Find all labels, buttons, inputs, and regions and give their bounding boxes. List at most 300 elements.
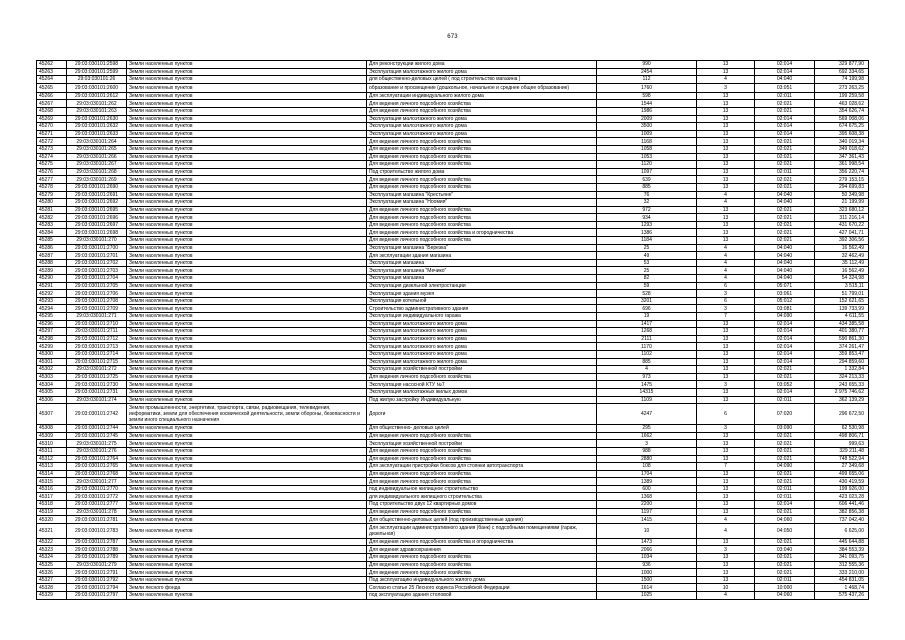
code-cell: 02:021: [755, 508, 815, 516]
group-cell: 13: [697, 447, 755, 455]
cadastral-number-cell: 29:03:030101:2706: [67, 290, 127, 298]
code-cell: 04:040: [755, 199, 815, 207]
code-cell: 02:021: [755, 176, 815, 184]
cadastral-value-cell: 35 112,49: [815, 259, 869, 267]
cadastral-number-cell: 29:03:030101:2630: [67, 115, 127, 123]
cadastral-number-cell: 29:03:030101:2598: [67, 61, 127, 69]
area-cell: 295: [597, 425, 697, 433]
group-cell: 13: [697, 320, 755, 328]
table-row: [37, 569, 869, 577]
area-cell: 936: [597, 561, 697, 569]
cadastral-number-cell: 29:03:030101:2745: [67, 432, 127, 440]
land-category-cell: Земли лесного фонда: [127, 584, 367, 592]
area-cell: 1053: [597, 153, 697, 161]
row-number-cell: 45315: [37, 478, 67, 486]
area-cell: 1415: [597, 516, 697, 524]
permitted-use-cell: Эксплуатация магазина: [367, 275, 597, 283]
cadastral-number-cell: 29:03:030101:277: [67, 478, 127, 486]
cadastral-number-cell: 29:03:030101:2702: [67, 259, 127, 267]
row-number-cell: 45321: [37, 523, 67, 538]
land-category-cell: Земли населенных пунктов: [127, 115, 367, 123]
group-cell: 13: [697, 153, 755, 161]
group-cell: 13: [697, 493, 755, 501]
cadastral-value-cell: 349 018,62: [815, 145, 869, 153]
cadastral-number-cell: 29:03:030101:2765: [67, 463, 127, 471]
code-cell: 03:051: [755, 83, 815, 92]
code-cell: 02:021: [755, 478, 815, 486]
cadastral-number-cell: 29:03:030101:2791: [67, 569, 127, 577]
group-cell: 4: [697, 191, 755, 199]
land-category-cell: Земли населенных пунктов: [127, 221, 367, 229]
cadastral-value-cell: 359 853,47: [815, 350, 869, 358]
area-cell: 2066: [597, 546, 697, 554]
code-cell: 03:040: [755, 546, 815, 554]
land-category-cell: Земли населенных пунктов: [127, 501, 367, 509]
table-row: [37, 343, 869, 351]
cadastral-value-cell: 6 625,00: [815, 523, 869, 538]
code-cell: 02:021: [755, 561, 815, 569]
cadastral-number-cell: 29:03:030101:2708: [67, 297, 127, 305]
permitted-use-cell: Для ведения личного подсобного хозяйства: [367, 508, 597, 516]
cadastral-value-cell: 423 023,28: [815, 493, 869, 501]
land-category-cell: Земли населенных пунктов: [127, 259, 367, 267]
area-cell: 1268: [597, 328, 697, 336]
group-cell: 13: [697, 501, 755, 509]
cadastral-value-cell: 323 680,12: [815, 206, 869, 214]
table-row: [37, 275, 869, 283]
group-cell: 13: [697, 138, 755, 146]
cadastral-number-cell: 29:03:030101:266: [67, 153, 127, 161]
group-cell: 4: [697, 592, 755, 600]
table-row: [37, 554, 869, 562]
row-number-cell: 45277: [37, 176, 67, 184]
cadastral-number-cell: 29:03:030101:2731: [67, 388, 127, 396]
table-row: [37, 237, 869, 245]
cadastral-number-cell: 29:03:030101:2713: [67, 343, 127, 351]
permitted-use-cell: Эксплуатация магазина "Березка": [367, 244, 597, 252]
permitted-use-cell: Для ведения личного подсобного хозяйства: [367, 478, 597, 486]
group-cell: 13: [697, 508, 755, 516]
cadastral-number-cell: 29:03:030101:2712: [67, 335, 127, 343]
group-cell: 4: [697, 259, 755, 267]
land-category-cell: Земли населенных пунктов: [127, 153, 367, 161]
table-row: [37, 191, 869, 199]
group-cell: 13: [697, 176, 755, 184]
cadastral-value-cell: 16 562,49: [815, 244, 869, 252]
permitted-use-cell: Для ведения личного подсобного хозяйства: [367, 153, 597, 161]
area-cell: 19: [597, 313, 697, 321]
table-row: [37, 373, 869, 381]
group-cell: 13: [697, 183, 755, 191]
cadastral-number-cell: 29:03:030101:264: [67, 138, 127, 146]
permitted-use-cell: Эксплуатация насосной КТУ №7: [367, 381, 597, 389]
table-row: [37, 305, 869, 313]
row-number-cell: 45323: [37, 546, 67, 554]
permitted-use-cell: Эксплуатация малоэтажного жилого дома: [367, 68, 597, 76]
code-cell: 04:040: [755, 275, 815, 283]
land-category-cell: Земли населенных пунктов: [127, 199, 367, 207]
area-cell: 1293: [597, 221, 697, 229]
permitted-use-cell: Под строительство жилого дома: [367, 168, 597, 176]
area-cell: 598: [597, 92, 697, 100]
row-number-cell: 45289: [37, 267, 67, 275]
land-category-cell: Земли населенных пунктов: [127, 485, 367, 493]
code-cell: 02:021: [755, 373, 815, 381]
row-number-cell: 45278: [37, 183, 67, 191]
area-cell: 25: [597, 244, 697, 252]
land-category-cell: Земли населенных пунктов: [127, 328, 367, 336]
area-cell: 885: [597, 358, 697, 366]
permitted-use-cell: Для общественно- деловых целей: [367, 425, 597, 433]
permitted-use-cell: Для ведения личного подсобного хозяйства: [367, 107, 597, 115]
cadastral-number-cell: 29:03:030101:2742: [67, 404, 127, 425]
cadastral-number-cell: 29:03:030101:2768: [67, 470, 127, 478]
area-cell: 639: [597, 176, 697, 184]
land-category-cell: Земли промышленности, энергетики, транспорта, связи, радиовещания, телевидения, информатики, земли для обеспечения космической деятельности, земли обороны, безопасности и земли иного специального назначения: [127, 404, 367, 425]
cadastral-value-cell: 674 675,25: [815, 123, 869, 131]
code-cell: 05:071: [755, 282, 815, 290]
group-cell: 13: [697, 554, 755, 562]
land-category-cell: Земли населенных пунктов: [127, 388, 367, 396]
area-cell: 1034: [597, 554, 697, 562]
row-number-cell: 45288: [37, 259, 67, 267]
land-category-cell: Земли населенных пунктов: [127, 145, 367, 153]
group-cell: 13: [697, 92, 755, 100]
cadastral-value-cell: 737 042,40: [815, 516, 869, 524]
code-cell: 02:014: [755, 68, 815, 76]
table-row: [37, 561, 869, 569]
cadastral-number-cell: 29:03:030101:2781: [67, 516, 127, 524]
cadastral-value-cell: 294 699,83: [815, 183, 869, 191]
code-cell: 04:040: [755, 244, 815, 252]
land-category-cell: Земли населенных пунктов: [127, 206, 367, 214]
cadastral-number-cell: 29:03:030101:2714: [67, 350, 127, 358]
cadastral-value-cell: 361 998,54: [815, 161, 869, 169]
code-cell: 02:021: [755, 206, 815, 214]
code-cell: 02:014: [755, 350, 815, 358]
land-category-cell: Земли населенных пунктов: [127, 508, 367, 516]
land-category-cell: Земли населенных пунктов: [127, 305, 367, 313]
table-row: [37, 447, 869, 455]
cadastral-value-cell: 243 655,33: [815, 381, 869, 389]
area-cell: 4247: [597, 404, 697, 425]
cadastral-value-cell: 333 210,00: [815, 569, 869, 577]
code-cell: 05:012: [755, 297, 815, 305]
row-number-cell: 45327: [37, 576, 67, 584]
permitted-use-cell: Эксплуатация дизельной электростанции: [367, 282, 597, 290]
row-number-cell: 45274: [37, 153, 67, 161]
group-cell: 4: [697, 252, 755, 260]
land-category-cell: Земли населенных пунктов: [127, 425, 367, 433]
row-number-cell: 45304: [37, 381, 67, 389]
area-cell: 1025: [597, 592, 697, 600]
area-cell: 934: [597, 214, 697, 222]
cadastral-value-cell: 999,63: [815, 440, 869, 448]
area-cell: 1058: [597, 145, 697, 153]
cadastral-value-cell: 430 419,59: [815, 478, 869, 486]
table-row: [37, 145, 869, 153]
table-row: [37, 214, 869, 222]
permitted-use-cell: Эксплуатация малоэтажного жилого дома: [367, 328, 597, 336]
cadastral-number-cell: 29:03:030101:2703: [67, 267, 127, 275]
row-number-cell: 45269: [37, 115, 67, 123]
land-category-cell: Земли населенных пунктов: [127, 123, 367, 131]
area-cell: 14315: [597, 388, 697, 396]
row-number-cell: 45283: [37, 221, 67, 229]
cadastral-value-cell: 296 672,50: [815, 404, 869, 425]
cadastral-number-cell: 29:03:030101:2710: [67, 320, 127, 328]
group-cell: 13: [697, 237, 755, 245]
area-cell: 1168: [597, 138, 697, 146]
code-cell: 02:021: [755, 366, 815, 374]
area-cell: 1197: [597, 508, 697, 516]
table-row: [37, 176, 869, 184]
row-number-cell: 45285: [37, 237, 67, 245]
row-number-cell: 45320: [37, 516, 67, 524]
cadastral-value-cell: 434 385,58: [815, 320, 869, 328]
permitted-use-cell: Для ведения личного подсобного хозяйства: [367, 221, 597, 229]
cadastral-number-cell: 29:03:030101:2725: [67, 373, 127, 381]
area-cell: 885: [597, 183, 697, 191]
area-cell: 2111: [597, 335, 697, 343]
cadastral-value-cell: 463 028,62: [815, 100, 869, 108]
cadastral-number-cell: 29:03:030101:271: [67, 313, 127, 321]
area-cell: 76: [597, 191, 697, 199]
group-cell: 3: [697, 305, 755, 313]
table-row: [37, 516, 869, 524]
land-category-cell: Земли населенных пунктов: [127, 313, 367, 321]
group-cell: 13: [697, 478, 755, 486]
group-cell: 13: [697, 358, 755, 366]
permitted-use-cell: под эксплуатацию здания столовой: [367, 592, 597, 600]
row-number-cell: 45307: [37, 404, 67, 425]
table-row: [37, 320, 869, 328]
land-category-cell: Земли населенных пунктов: [127, 282, 367, 290]
group-cell: 13: [697, 145, 755, 153]
row-number-cell: 45297: [37, 328, 67, 336]
table-row: [37, 366, 869, 374]
cadastral-number-cell: 29:03:030101:263: [67, 107, 127, 115]
permitted-use-cell: Эксплуатация здания музея: [367, 290, 597, 298]
permitted-use-cell: Эксплуатация хозяйственной постройки: [367, 440, 597, 448]
code-cell: 02:021: [755, 107, 815, 115]
code-cell: 02:021: [755, 100, 815, 108]
group-cell: 6: [697, 297, 755, 305]
group-cell: 13: [697, 455, 755, 463]
row-number-cell: 45276: [37, 168, 67, 176]
land-category-cell: Земли населенных пунктов: [127, 396, 367, 404]
cadastral-value-cell: 1 332,84: [815, 366, 869, 374]
cadastral-value-cell: 374 261,47: [815, 343, 869, 351]
permitted-use-cell: образование и просвещение (дошкольное, начальное и среднее общее образование): [367, 83, 597, 92]
area-cell: 1000: [597, 569, 697, 577]
cadastral-number-cell: 29:03:030101:2632: [67, 123, 127, 131]
table-row: [37, 350, 869, 358]
cadastral-value-cell: 199 259,58: [815, 92, 869, 100]
code-cell: 03:052: [755, 381, 815, 389]
permitted-use-cell: Эксплуатация малоэтажного жилого дома: [367, 320, 597, 328]
row-number-cell: 45271: [37, 130, 67, 138]
permitted-use-cell: Эксплуатация малоэтажного жилого дома: [367, 130, 597, 138]
group-cell: 13: [697, 432, 755, 440]
land-category-cell: Земли населенных пунктов: [127, 61, 367, 69]
land-category-cell: Земли населенных пунктов: [127, 432, 367, 440]
code-cell: 02:021: [755, 440, 815, 448]
land-category-cell: Земли населенных пунктов: [127, 554, 367, 562]
cadastral-number-cell: 29:03:030101:2794: [67, 584, 127, 592]
permitted-use-cell: для общественно-деловых целей ( под строительство магазина ): [367, 76, 597, 84]
land-category-cell: Земли населенных пунктов: [127, 275, 367, 283]
code-cell: 02:011: [755, 485, 815, 493]
cadastral-number-cell: 29:03:030101:270: [67, 237, 127, 245]
table-row: [37, 206, 869, 214]
row-number-cell: 45281: [37, 206, 67, 214]
land-category-cell: Земли населенных пунктов: [127, 455, 367, 463]
row-number-cell: 45292: [37, 290, 67, 298]
row-number-cell: 45275: [37, 161, 67, 169]
permitted-use-cell: Для ведения личного подсобного хозяйства: [367, 455, 597, 463]
cadastral-number-cell: 29:03:030101:2704: [67, 275, 127, 283]
table-row: [37, 259, 869, 267]
code-cell: 02:014: [755, 388, 815, 396]
row-number-cell: 45303: [37, 373, 67, 381]
land-category-cell: Земли населенных пунктов: [127, 100, 367, 108]
cadastral-number-cell: 29:03:030101:268: [67, 168, 127, 176]
code-cell: 04:060: [755, 516, 815, 524]
cadastral-number-cell: 29:03:030101:2697: [67, 221, 127, 229]
cadastral-value-cell: 27 349,68: [815, 463, 869, 471]
table-row: [37, 501, 869, 509]
cadastral-value-cell: 1 468,74: [815, 584, 869, 592]
cadastral-value-cell: 498 806,71: [815, 432, 869, 440]
cadastral-value-cell: 62 530,98: [815, 425, 869, 433]
permitted-use-cell: Для ведения здравоохранения: [367, 546, 597, 554]
cadastral-number-cell: 29:03:030101:279: [67, 561, 127, 569]
land-category-cell: Земли населенных пунктов: [127, 350, 367, 358]
row-number-cell: 45324: [37, 554, 67, 562]
row-number-cell: 45326: [37, 569, 67, 577]
row-number-cell: 45270: [37, 123, 67, 131]
permitted-use-cell: Эксплуатация хозяйственной постройки: [367, 366, 597, 374]
code-cell: 02:011: [755, 493, 815, 501]
table-row: [37, 138, 869, 146]
land-category-cell: Земли населенных пунктов: [127, 161, 367, 169]
land-category-cell: Земли населенных пунктов: [127, 463, 367, 471]
cadastral-number-cell: 29:03:030101:2730: [67, 381, 127, 389]
land-category-cell: Земли населенных пунктов: [127, 290, 367, 298]
area-cell: 2200: [597, 501, 697, 509]
table-row: [37, 335, 869, 343]
cadastral-value-cell: 341 093,75: [815, 554, 869, 562]
cadastral-number-cell: 29:03:030101:2792: [67, 576, 127, 584]
area-cell: 1614: [597, 584, 697, 592]
row-number-cell: 45287: [37, 252, 67, 260]
table-row: [37, 183, 869, 191]
group-cell: 3: [697, 381, 755, 389]
area-cell: 1120: [597, 161, 697, 169]
permitted-use-cell: Для эксплуатации административного здания (банк) с подсобными помещениями (гараж, дизельная): [367, 523, 597, 538]
land-category-cell: Земли населенных пунктов: [127, 493, 367, 501]
row-number-cell: 45296: [37, 320, 67, 328]
land-category-cell: Земли населенных пунктов: [127, 76, 367, 84]
row-number-cell: 45314: [37, 470, 67, 478]
row-number-cell: 45325: [37, 561, 67, 569]
group-cell: 13: [697, 214, 755, 222]
permitted-use-cell: Эксплуатация малоэтажного жилого дома: [367, 335, 597, 343]
table-row: [37, 396, 869, 404]
row-number-cell: 45279: [37, 191, 67, 199]
table-row: [37, 404, 869, 425]
group-cell: 13: [697, 161, 755, 169]
area-cell: 1662: [597, 432, 697, 440]
permitted-use-cell: Эксплуатация магазина "Крестьяне": [367, 191, 597, 199]
land-category-cell: Земли населенных пунктов: [127, 538, 367, 546]
permitted-use-cell: Эксплуатация котельной: [367, 297, 597, 305]
group-cell: 4: [697, 267, 755, 275]
code-cell: 02:014: [755, 115, 815, 123]
cadastral-value-cell: 347 361,43: [815, 153, 869, 161]
group-cell: 13: [697, 576, 755, 584]
group-cell: 13: [697, 100, 755, 108]
code-cell: 02:021: [755, 447, 815, 455]
cadastral-number-cell: 29:03:030101:262: [67, 100, 127, 108]
table-row: [37, 425, 869, 433]
code-cell: 07:020: [755, 404, 815, 425]
table-row: [37, 523, 869, 538]
code-cell: 02:021: [755, 153, 815, 161]
code-cell: 02:014: [755, 123, 815, 131]
land-category-cell: Земли населенных пунктов: [127, 68, 367, 76]
permitted-use-cell: Эксплуатация малоэтажного жилого дома: [367, 343, 597, 351]
table-row: [37, 546, 869, 554]
cadastral-number-cell: 29:03:030101:2698: [67, 229, 127, 237]
area-cell: 1704: [597, 470, 697, 478]
table-row: [37, 161, 869, 169]
row-number-cell: 45306: [37, 396, 67, 404]
land-category-cell: Земли населенных пунктов: [127, 358, 367, 366]
code-cell: 02:021: [755, 569, 815, 577]
area-cell: 2009: [597, 115, 697, 123]
permitted-use-cell: Эксплуатация магазина: [367, 259, 597, 267]
permitted-use-cell: Эксплуатация малоэтажного жилого дома: [367, 115, 597, 123]
row-number-cell: 45328: [37, 584, 67, 592]
cadastral-value-cell: 152 621,65: [815, 297, 869, 305]
land-category-cell: Земли населенных пунктов: [127, 343, 367, 351]
area-cell: 3: [597, 440, 697, 448]
cadastral-number-cell: 29:03:030101:2692: [67, 199, 127, 207]
table-row: [37, 328, 869, 336]
group-cell: 13: [697, 328, 755, 336]
table-row: [37, 61, 869, 69]
code-cell: 02:021: [755, 161, 815, 169]
group-cell: 13: [697, 470, 755, 478]
permitted-use-cell: Для эксплуатации пристройки боксов для стоянки автотранспорта: [367, 463, 597, 471]
table-row: [37, 584, 869, 592]
permitted-use-cell: Для эксплуатации здания магазина: [367, 252, 597, 260]
land-category-cell: Земли населенных пунктов: [127, 83, 367, 92]
land-category-cell: Земли населенных пунктов: [127, 214, 367, 222]
cadastral-value-cell: 382 856,38: [815, 508, 869, 516]
code-cell: 02:021: [755, 138, 815, 146]
table-row: [37, 244, 869, 252]
code-cell: 04:050: [755, 523, 815, 538]
cadastral-value-cell: 354 626,74: [815, 107, 869, 115]
group-cell: 13: [697, 335, 755, 343]
cadastral-number-cell: 29:03:030101:276: [67, 447, 127, 455]
table-row: [37, 123, 869, 131]
cadastral-number-cell: 29:03:030101:26: [67, 76, 127, 84]
cadastral-value-cell: 454 831,05: [815, 576, 869, 584]
